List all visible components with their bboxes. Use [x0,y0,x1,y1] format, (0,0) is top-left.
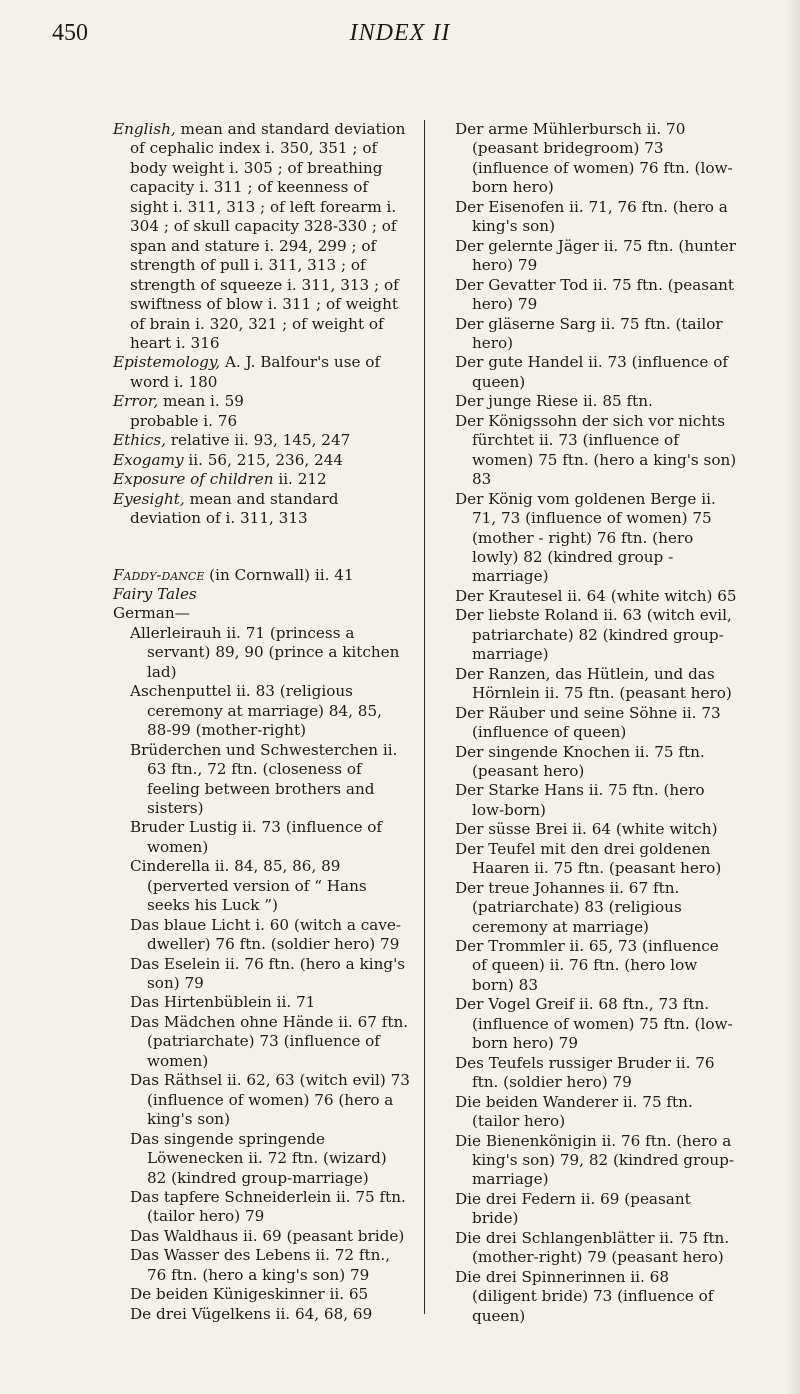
index-text: Der Trommler ii. 65, 73 (influence of queen) ii. 76 ftn. (hero low born) 83 [455,937,719,994]
index-text: Der singende Knochen ii. 75 ftn. (peasant hero) [455,742,705,780]
index-subentry [113,1013,410,1071]
index-subentry [438,1093,738,1132]
index-subentry [113,412,410,431]
index-subentry [113,1188,410,1227]
index-text: Der süsse Brei ii. 64 (white witch) [455,820,718,839]
index-text: mean and standard deviation of i. 311, 313 [130,489,339,528]
index-subentry [438,392,738,411]
index-text: relative ii. 93, 145, 247 [165,431,351,450]
index-subentry [438,879,738,937]
index-subentry [438,995,738,1053]
index-entry [113,490,410,529]
index-subentry [438,1132,738,1190]
index-subentry [438,820,738,839]
index-subentry [438,198,738,237]
index-text: ii. 212 [273,470,327,489]
index-column-right [438,120,738,1326]
page-header [52,20,748,64]
index-subentry [113,1227,410,1246]
index-text: Aschenputtel ii. 83 (religious ceremony at marriage) 84, 85, 88-99 (mother-right) [130,682,382,740]
index-text: Das Hirtenbüblein ii. 71 [130,993,316,1012]
index-text: Der gute Handel ii. 73 (influence of queen) [455,353,729,391]
index-subentry [438,606,738,664]
index-text: Der gelernte Jäger ii. 75 ftn. (hunter hero) 79 [455,236,737,275]
index-text: Der Ranzen, das Hütlein, und das Hörnlein ii. 75 ftn. (peasant hero) [455,664,732,703]
index-text: Der arme Mühlerbursch ii. 70 (peasant bridegroom) 73 (influence of women) 76 ftn. (low-born hero) [455,120,733,197]
index-heading: Exposure of children [113,470,274,489]
index-subentry [113,955,410,994]
index-subentry [113,857,410,915]
index-text: ii. 56, 215, 236, 244 [183,450,344,469]
index-text: Der Starke Hans ii. 75 ftn. (hero low-born) [455,781,705,819]
index-subentry [438,276,738,315]
index-text: Der Königssohn der sich vor nichts fürchtet ii. 73 (influence of women) 75 ftn. (hero a king's son) 83 [455,411,737,489]
running-head: INDEX II [349,20,451,46]
index-text: Der Räuber und seine Söhne ii. 73 (influence of queen) [455,703,721,742]
index-subentry [113,624,410,682]
index-entry [113,353,410,392]
index-subentry [438,353,738,392]
index-text: Der treue Johannes ii. 67 ftn. (patriarchate) 83 (religious ceremony at marriage) [455,878,682,936]
index-text: Der Eisenofen ii. 71, 76 ftn. (hero a king's son) [455,197,728,236]
index-text: Der liebste Roland ii. 63 (witch evil, patriarchate) 82 (kindred group-marriage) [455,606,732,664]
index-text: mean i. 59 [158,392,244,411]
index-text: Der König vom goldenen Berge ii. 71, 73 (influence of women) 75 (mother - right) 76 ftn. (hero lowly) 82 (kindred group - marriage) [455,489,716,586]
index-text: Allerleirauh ii. 71 (princess a servant) 89, 90 (prince a kitchen lad) [130,623,400,681]
index-text: Cinderella ii. 84, 85, 86, 89 (perverted version of “ Hans seeks his Luck ”) [130,857,367,915]
index-text: Die drei Schlangenblätter ii. 75 ftn. (mother-right) 79 (peasant hero) [455,1228,730,1267]
index-subentry [113,741,410,819]
index-entry [113,566,410,585]
index-subentry [113,682,410,740]
index-subentry [438,937,738,995]
index-entry [113,470,410,489]
index-subentry [438,743,738,782]
index-subentry [113,1285,410,1304]
index-text: Brüderchen und Schwesterchen ii. 63 ftn., 72 ftn. (closeness of feeling between brothers and sisters) [130,740,398,817]
index-heading: Error, [113,392,159,411]
index-entry [113,585,410,604]
index-text: Der Vogel Greif ii. 68 ftn., 73 ftn. (influence of women) 75 ftn. (low-born hero) 79 [455,995,733,1053]
index-text: Der junge Riese ii. 85 ftn. [455,392,653,411]
index-text: Das Räthsel ii. 62, 63 (witch evil) 73 (influence of women) 76 (hero a king's son) [130,1071,410,1129]
index-subentry [438,237,738,276]
index-subentry [438,840,738,879]
index-text: Das Mädchen ohne Hände ii. 67 ftn. (patriarchate) 73 (influence of women) [130,1012,409,1070]
index-text: Das Eselein ii. 76 ftn. (hero a king's son) 79 [130,954,406,993]
index-text: Der Teufel mit den drei goldenen Haaren ii. 75 ftn. (peasant hero) [455,839,722,878]
index-subentry [438,412,738,490]
index-text: Die drei Spinnerinnen ii. 68 (diligent bride) 73 (influence of queen) [455,1267,714,1325]
index-text: probable i. 76 [130,411,238,430]
index-subentry [113,1130,410,1188]
index-subentry [438,1229,738,1268]
index-subentry [113,993,410,1012]
index-entry [113,120,410,353]
index-heading: Eyesight, [113,489,185,508]
column-divider [424,120,425,1314]
index-entry [113,451,410,470]
section-gap [113,529,410,566]
index-subentry [438,781,738,820]
index-text: mean and standard deviation of cephalic index i. 350, 351 ; of body weight i. 305 ; of breathing capacity i. 311 ; of keenness of sight i. 311, 313 ; of left forearm i. 304 ; of skull capacity 328-330 ; of span and stature i. 294, 299 ; of strength of pull i. 311, 313 ; of strength of squeeze i. 311, 313 ; of swiftness of blow i. 311 ; of weight of brain i. 320, 321 ; of weight of heart i. 316 [130,120,406,352]
index-text: Des Teufels russiger Bruder ii. 76 ftn. (soldier hero) 79 [455,1053,715,1092]
index-text: German— [113,604,190,623]
index-heading: Ethics, [113,431,166,450]
index-text: (in Cornwall) ii. 41 [204,565,354,584]
index-subentry [113,1071,410,1129]
index-heading: Exogamy [113,450,184,469]
index-text: Die beiden Wanderer ii. 75 ftn. (tailor hero) [455,1092,693,1131]
index-subentry [438,1268,738,1326]
index-subentry [113,1246,410,1285]
index-subentry [438,490,738,587]
page-number: 450 [52,20,88,46]
index-entry [113,392,410,411]
index-text: Die drei Federn ii. 69 (peasant bride) [455,1189,691,1228]
index-entry [113,604,410,623]
index-text: Das blaue Licht i. 60 (witch a cave-dweller) 76 ftn. (soldier hero) 79 [130,915,402,954]
index-text: Der Gevatter Tod ii. 75 ftn. (peasant hero) 79 [455,275,735,314]
index-text: De beiden Künigeskinner ii. 65 [130,1285,369,1304]
index-text: Bruder Lustig ii. 73 (influence of women) [130,818,383,856]
index-text: Das Wasser des Lebens ii. 72 ftn., 76 ftn. (hero a king's son) 79 [130,1246,391,1284]
index-subentry [438,704,738,743]
index-entry [113,431,410,450]
index-heading: Faddy-dance [113,565,205,584]
index-text: A. J. Balfour's use of word i. 180 [130,353,381,391]
index-text: Die Bienenkönigin ii. 76 ftn. (hero a king's son) 79, 82 (kindred group-marriage) [455,1131,735,1189]
index-heading: Fairy Tales [113,584,197,603]
index-subentry [438,120,738,198]
index-subentry [438,1054,738,1093]
index-text: Das singende springende Löwenecken ii. 72 ftn. (wizard) 82 (kindred group-marriage) [130,1129,387,1187]
index-subentry [438,587,738,606]
index-subentry [438,315,738,354]
page-edge-shadow [786,0,800,1394]
index-subentry [113,818,410,857]
index-text: Das Waldhaus ii. 69 (peasant bride) [130,1226,405,1245]
index-subentry [113,1305,410,1324]
index-text: Das tapfere Schneiderlein ii. 75 ftn. (tailor hero) 79 [130,1188,406,1226]
index-text: Der Krautesel ii. 64 (white witch) 65 [455,586,737,605]
index-subentry [438,665,738,704]
index-heading: Epistemology, [113,353,221,372]
index-subentry [113,916,410,955]
index-text: Der gläserne Sarg ii. 75 ftn. (tailor hero) [455,314,723,352]
index-heading: English, [113,120,176,138]
index-column-left [113,120,410,1324]
index-text: De drei Vügelkens ii. 64, 68, 69 [130,1304,373,1323]
index-subentry [438,1190,738,1229]
